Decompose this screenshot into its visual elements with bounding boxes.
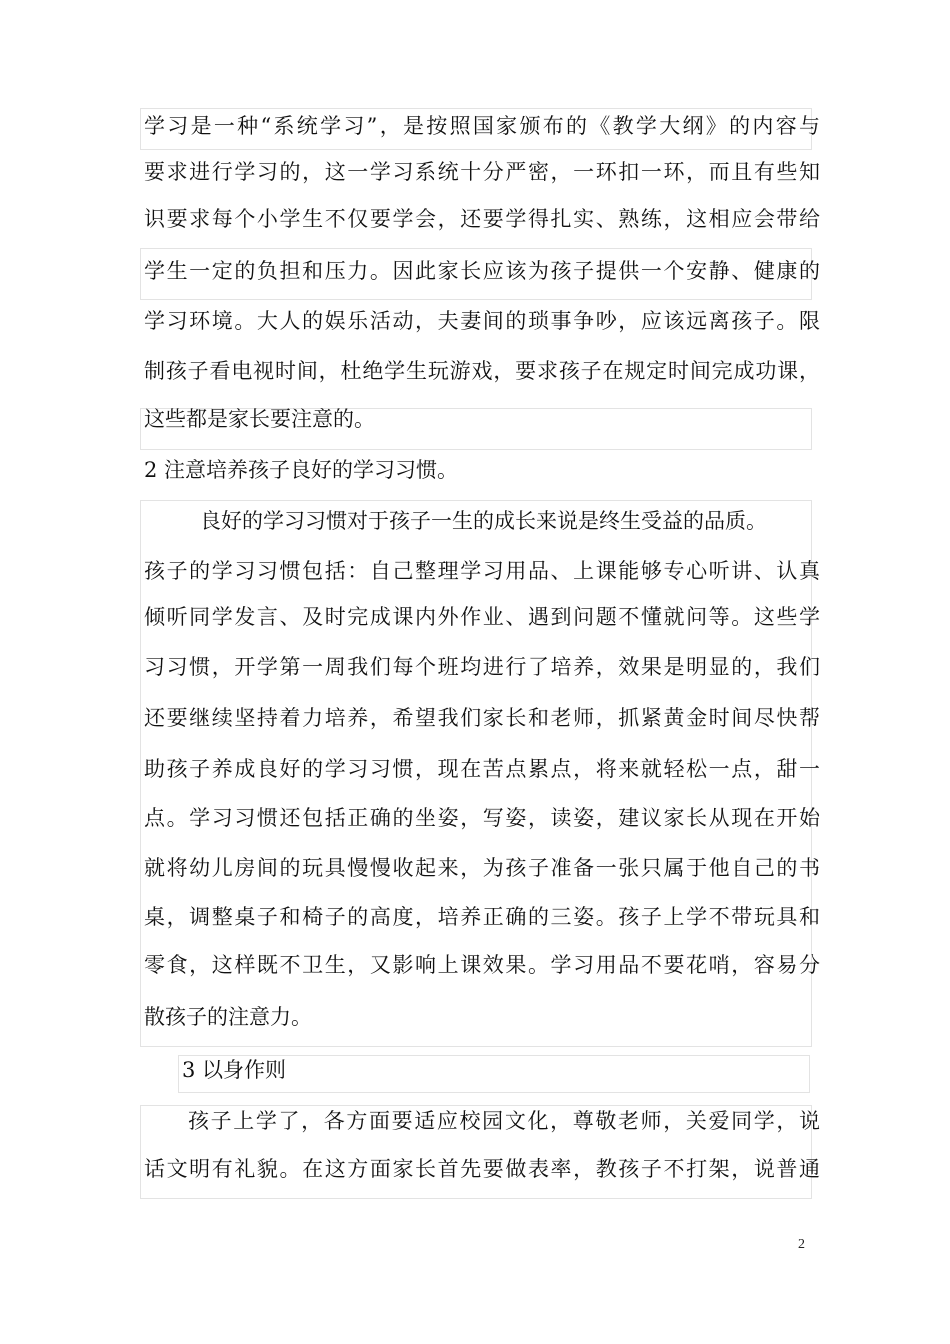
text-line: 学生一定的负担和压力。因此家长应该为孩子提供一个安静、健康的 — [144, 259, 820, 283]
text-line: 学习是一种“系统学习”，是按照国家颁布的《教学大纲》的内容与 — [144, 114, 820, 138]
text-line: 良好的学习习惯对于孩子一生的成长来说是终生受益的品质。 — [200, 509, 767, 533]
text-line: 要求进行学习的，这一学习系统十分严密，一环扣一环，而且有些知 — [144, 160, 820, 184]
text-line: 这些都是家长要注意的。 — [144, 407, 375, 431]
text-line: 话文明有礼貌。在这方面家长首先要做表率，教孩子不打架，说普通 — [144, 1157, 820, 1181]
text-line: 零食，这样既不卫生，又影响上课效果。学习用品不要花哨，容易分 — [144, 953, 820, 977]
page-number: 2 — [798, 1237, 805, 1252]
text-line: 桌，调整桌子和椅子的高度，培养正确的三姿。孩子上学不带玩具和 — [144, 905, 820, 929]
text-line: 还要继续坚持着力培养，希望我们家长和老师，抓紧黄金时间尽快帮 — [144, 706, 820, 730]
text-line: 孩子的学习习惯包括：自己整理学习用品、上课能够专心听讲、认真 — [144, 559, 820, 583]
text-line: 点。学习习惯还包括正确的坐姿，写姿，读姿，建议家长从现在开始 — [144, 806, 820, 830]
text-line: 识要求每个小学生不仅要学会，还要学得扎实、熟练，这相应会带给 — [144, 207, 820, 231]
text-line: 制孩子看电视时间，杜绝学生玩游戏，要求孩子在规定时间完成功课， — [144, 359, 820, 383]
text-line: 倾听同学发言、及时完成课内外作业、遇到问题不懂就问等。这些学 — [144, 605, 820, 629]
text-line: 助孩子养成良好的学习习惯，现在苦点累点，将来就轻松一点，甜一 — [144, 757, 820, 781]
text-line: 散孩子的注意力。 — [144, 1005, 312, 1029]
text-line: 孩子上学了，各方面要适应校园文化，尊敬老师，关爱同学，说 — [188, 1109, 820, 1133]
section-heading-2: 2 注意培养孩子良好的学习习惯。 — [144, 458, 459, 482]
text-line: 就将幼儿房间的玩具慢慢收起来，为孩子准备一张只属于他自己的书 — [144, 856, 820, 880]
section-heading-3: 3 以身作则 — [182, 1058, 287, 1082]
text-line: 习习惯，开学第一周我们每个班均进行了培养，效果是明显的，我们 — [144, 655, 820, 679]
text-line: 学习环境。大人的娱乐活动，夫妻间的琐事争吵，应该远离孩子。限 — [144, 309, 820, 333]
